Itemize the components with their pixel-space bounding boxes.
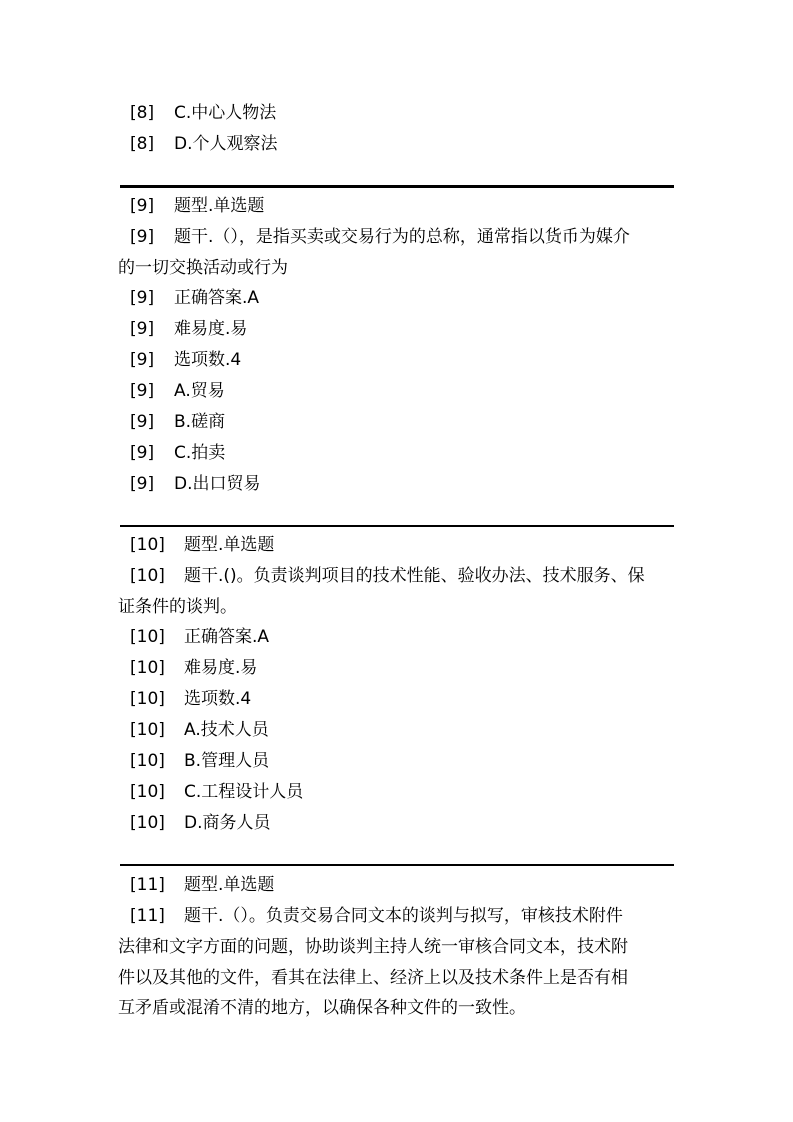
q10-option-c-text: C.工程设计人员 <box>184 782 304 802</box>
q10-number: [10] <box>130 689 165 709</box>
q9-option-count-text: 选项数.4 <box>174 350 242 370</box>
q9-number: [9] <box>130 474 155 494</box>
q9-number: [9] <box>130 288 155 308</box>
q11-type-text: 题型.单选题 <box>184 875 275 895</box>
q10-number: [10] <box>130 813 165 833</box>
q11-number: [11] <box>130 875 165 895</box>
q10-number: [10] <box>130 627 165 647</box>
q10-number: [10] <box>130 535 165 555</box>
q9-option-d-text: D.出口贸易 <box>174 474 261 494</box>
q8-option-d-text: D.个人观察法 <box>174 134 278 154</box>
question-divider <box>120 525 674 527</box>
q10-option-d-text: D.商务人员 <box>184 813 271 833</box>
q8-option-c-text: C.中心人物法 <box>174 103 277 123</box>
question-divider <box>120 185 674 188</box>
q10-option-a-text: A.技术人员 <box>184 720 269 740</box>
q9-number: [9] <box>130 227 155 247</box>
q10-option-count-text: 选项数.4 <box>184 689 252 709</box>
q10-stem-continuation: 证条件的谈判。 <box>118 597 237 617</box>
q11-stem-text: 题干.（）。负责交易合同文本的谈判与拟写，审核技术附件 <box>184 906 623 926</box>
q9-option-a-text: A.贸易 <box>174 381 225 401</box>
q11-stem-continuation: 互矛盾或混淆不清的地方，以确保各种文件的一致性。 <box>118 998 526 1018</box>
q10-option-b-text: B.管理人员 <box>184 751 270 771</box>
q9-number: [9] <box>130 196 155 216</box>
q10-answer-text: 正确答案.A <box>184 627 270 647</box>
q9-stem-text: 题干.（），是指买卖或交易行为的总称，通常指以货币为媒介 <box>174 227 630 247</box>
q9-option-c-text: C.拍卖 <box>174 443 226 463</box>
q9-number: [9] <box>130 319 155 339</box>
q11-number: [11] <box>130 906 165 926</box>
q10-number: [10] <box>130 566 165 586</box>
q9-number: [9] <box>130 443 155 463</box>
q11-stem-continuation: 法律和文字方面的问题，协助谈判主持人统一审核合同文本，技术附 <box>118 937 628 957</box>
q9-number: [9] <box>130 412 155 432</box>
q9-number: [9] <box>130 381 155 401</box>
q9-type-text: 题型.单选题 <box>174 196 265 216</box>
question-divider <box>120 864 674 866</box>
q8-number: [8] <box>130 103 155 123</box>
q10-number: [10] <box>130 751 165 771</box>
q10-stem-text: 题干.()。负责谈判项目的技术性能、验收办法、技术服务、保 <box>184 566 645 586</box>
q10-type-text: 题型.单选题 <box>184 535 275 555</box>
q11-stem-continuation: 件以及其他的文件，看其在法律上、经济上以及技术条件上是否有相 <box>118 968 628 988</box>
q10-number: [10] <box>130 658 165 678</box>
q9-stem-continuation: 的一切交换活动或行为 <box>118 258 288 278</box>
q9-number: [9] <box>130 350 155 370</box>
q9-difficulty-text: 难易度.易 <box>174 319 248 339</box>
q10-difficulty-text: 难易度.易 <box>184 658 258 678</box>
q9-answer-text: 正确答案.A <box>174 288 260 308</box>
q8-number: [8] <box>130 134 155 154</box>
q10-number: [10] <box>130 782 165 802</box>
q9-option-b-text: B.磋商 <box>174 412 226 432</box>
q10-number: [10] <box>130 720 165 740</box>
